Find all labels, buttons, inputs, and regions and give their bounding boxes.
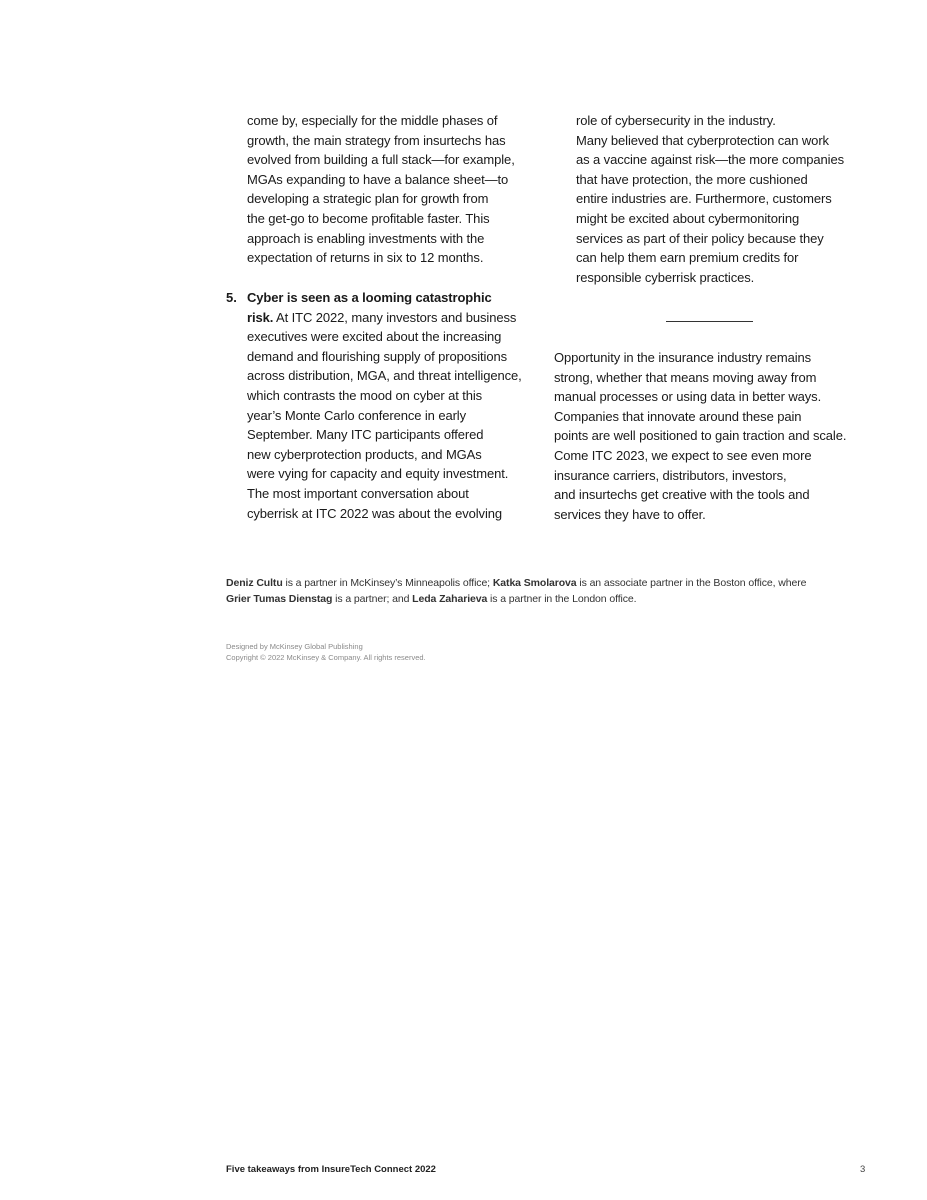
author-role: is an associate partner in the Boston office, where <box>576 577 807 589</box>
text-line: role of cybersecurity in the industry. <box>576 113 776 128</box>
text-line: September. Many ITC participants offered <box>247 427 484 443</box>
publication-credits <box>226 641 426 663</box>
item-5-heading-bold: risk. <box>247 309 274 325</box>
author-role: is a partner in the London office. <box>487 593 637 605</box>
item-5-heading-rest: At ITC 2022, many investors and business <box>273 309 517 325</box>
text-line: The most important conversation about <box>247 485 469 501</box>
text-line: cyberrisk at ITC 2022 was about the evolving <box>247 505 503 521</box>
author-name: Deniz Cultu <box>226 577 283 589</box>
conclusion-paragraph <box>554 348 874 524</box>
text-line: year’s Monte Carlo conference in early <box>247 407 466 423</box>
text-line: Companies that innovate around these pain <box>554 408 802 424</box>
text-line: evolved from building a full stack—for example, <box>247 152 515 168</box>
text-line: manual processes or using data in better ways. <box>554 389 822 405</box>
text-line: services they have to offer. <box>554 506 706 522</box>
text-line: across distribution, MGA, and threat intelligence, <box>247 368 522 384</box>
footer-title: Five takeaways from InsureTech Connect 2022 <box>226 1164 436 1175</box>
item-5-heading-line-1: Cyber is seen as a looming catastrophic <box>247 290 492 305</box>
text-line: and insurtechs get creative with the tools and <box>554 487 810 503</box>
right-column-continuation <box>576 111 876 287</box>
copyright: Copyright © 2022 McKinsey & Company. All rights reserved. <box>226 653 426 662</box>
text-line: strong, whether that means moving away from <box>554 369 817 385</box>
text-line: approach is enabling investments with the <box>247 230 485 246</box>
text-line: growth, the main strategy from insurtechs has <box>247 132 506 148</box>
text-line: can help them earn premium credits for <box>576 250 799 266</box>
text-line: insurance carriers, distributors, investors, <box>554 467 787 483</box>
text-line: the get-go to become profitable faster. This <box>247 210 490 226</box>
text-line: expectation of returns in six to 12 months. <box>247 250 484 266</box>
item-5-number: 5. <box>226 290 237 305</box>
text-line: as a vaccine against risk—the more companies <box>576 152 845 168</box>
text-line: were vying for capacity and equity investment. <box>247 466 509 482</box>
text-line: developing a strategic plan for growth from <box>247 191 489 207</box>
author-role: is a partner; and <box>332 593 413 605</box>
section-divider <box>666 321 753 322</box>
text-line: Opportunity in the insurance industry remains <box>554 350 812 365</box>
item-5-heading-line-2 <box>247 308 557 328</box>
text-line: responsible cyberrisk practices. <box>576 269 755 285</box>
author-bio-line-1 <box>226 575 876 591</box>
text-line: MGAs expanding to have a balance sheet—to <box>247 171 509 187</box>
text-line: new cyberprotection products, and MGAs <box>247 446 482 462</box>
designed-by: Designed by McKinsey Global Publishing <box>226 642 363 651</box>
author-bios <box>226 575 876 607</box>
author-bio-line-2 <box>226 591 876 607</box>
text-line: come by, especially for the middle phases of <box>247 113 498 128</box>
page-number: 3 <box>860 1164 866 1175</box>
author-name: Grier Tumas Dienstag <box>226 593 333 605</box>
left-column-continuation <box>247 111 547 268</box>
text-line: that have protection, the more cushioned <box>576 171 808 187</box>
text-line: services as part of their policy because they <box>576 230 824 246</box>
author-role: is a partner in McKinsey’s Minneapolis office; <box>282 577 493 589</box>
author-name: Katka Smolarova <box>492 577 577 589</box>
text-line: which contrasts the mood on cyber at this <box>247 387 483 403</box>
text-line: Come ITC 2023, we expect to see even more <box>554 447 812 463</box>
text-line: might be excited about cybermonitoring <box>576 210 800 226</box>
text-line: executives were excited about the increasing <box>247 329 502 345</box>
text-line: points are well positioned to gain traction and scale. <box>554 428 847 444</box>
text-line: Many believed that cyberprotection can work <box>576 132 829 148</box>
text-line: demand and flourishing supply of propositions <box>247 348 508 364</box>
author-name: Leda Zaharieva <box>412 593 488 605</box>
text-line: entire industries are. Furthermore, customers <box>576 191 832 207</box>
item-5-takeaway <box>247 288 557 523</box>
